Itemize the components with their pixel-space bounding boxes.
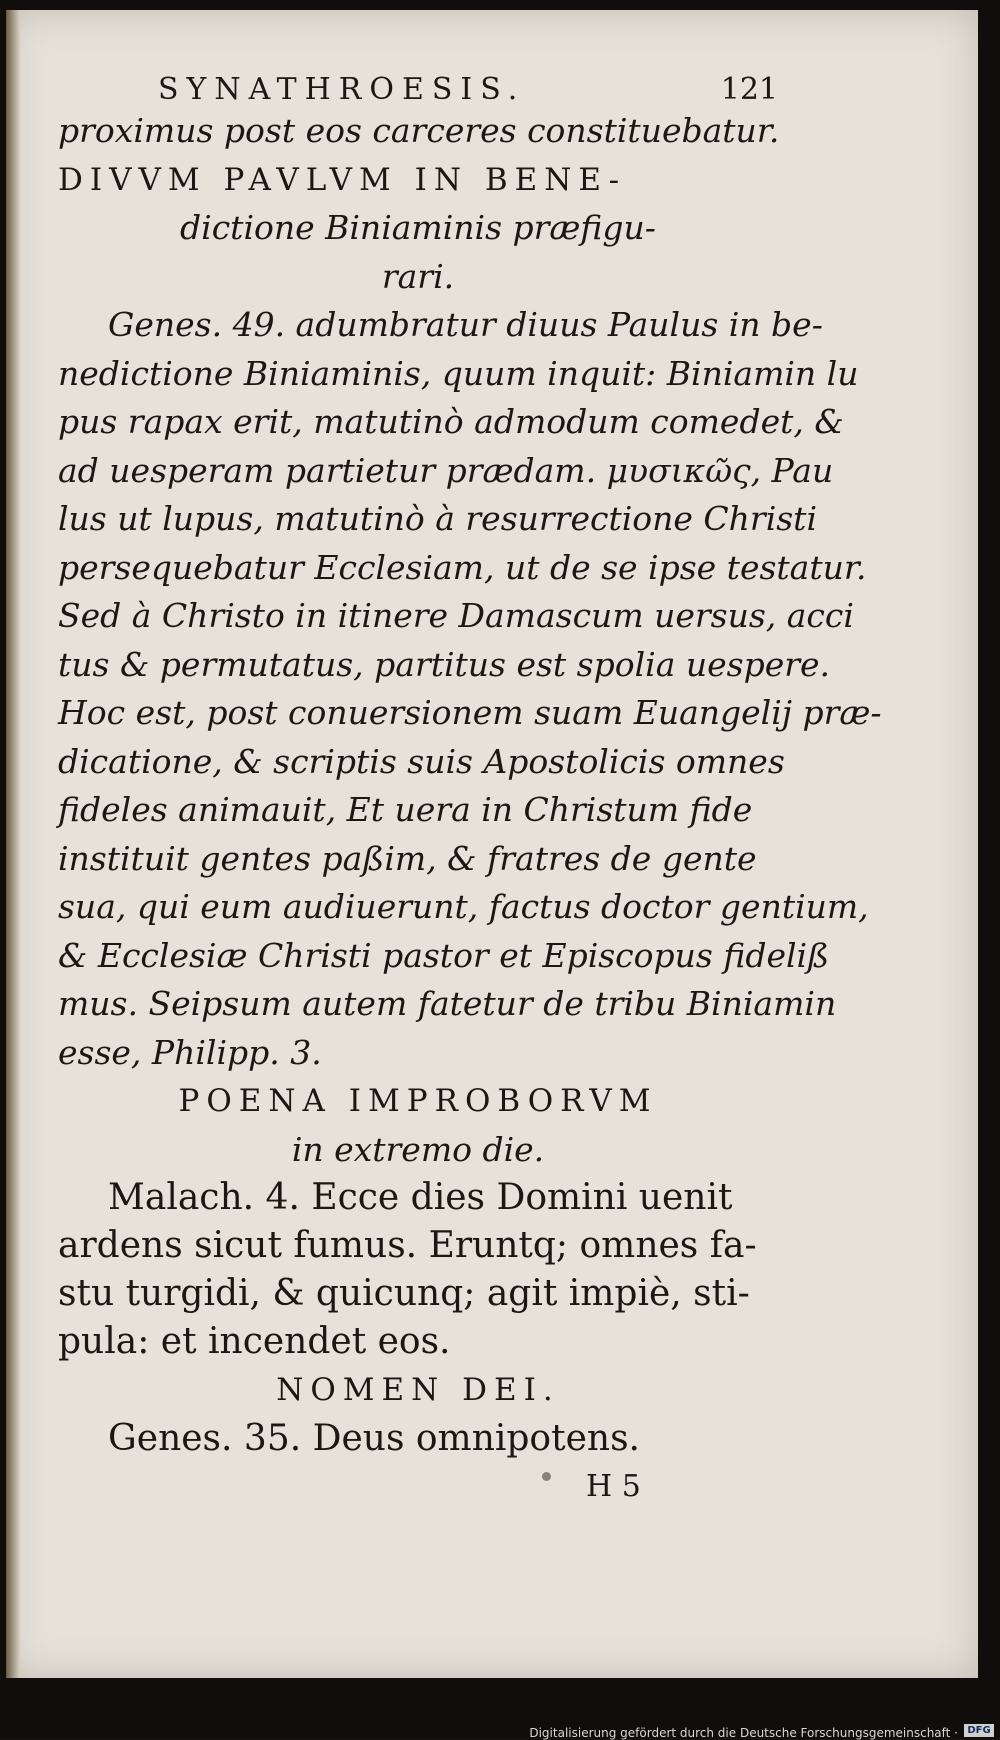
text-line: pus rapax erit, matutinò admodum comedet, & bbox=[58, 402, 844, 441]
paper-blemish bbox=[542, 1472, 551, 1481]
text-line: tus & permutatus, partitus est spolia uespere. bbox=[58, 644, 831, 684]
text-line: stu turgidi, & quicunq; agit impiè, sti- bbox=[58, 1273, 750, 1314]
text-line: ad uesperam partietur prædam. μυσικῶς, Pau bbox=[58, 450, 834, 490]
page-number: 121 bbox=[720, 72, 778, 107]
text-line: esse, Philipp. 3. bbox=[58, 1032, 322, 1072]
page-text bbox=[58, 72, 882, 1504]
running-head bbox=[58, 72, 778, 107]
digitization-credit: Digitalisierung gefördert durch die Deutsche Forschungsgemeinschaft · bbox=[529, 1726, 958, 1740]
text-line: proximus post eos carceres constituebatur. bbox=[58, 111, 780, 150]
text-line: sua, qui eum audiuerunt, factus doctor gentium, bbox=[58, 887, 869, 926]
text-line: lus ut lupus, matutinò à resurrectione Christi bbox=[58, 499, 817, 538]
section-heading-line: dictione Biniaminis præfigu- bbox=[180, 208, 656, 247]
text-line: persequebatur Ecclesiam, ut de se ipse testatur. bbox=[58, 547, 867, 587]
text-line: & Ecclesiæ Christi pastor et Episcopus fideliß bbox=[58, 935, 830, 975]
dfg-logo: DFG bbox=[964, 1724, 994, 1737]
section-heading-line: in extremo die. bbox=[291, 1129, 545, 1169]
section-heading: NOMEN DEI. bbox=[276, 1372, 560, 1408]
text-line: Genes. 35. Deus omnipotens. bbox=[108, 1417, 640, 1459]
section-heading-line: rari. bbox=[381, 256, 455, 296]
signature-mark: H 5 bbox=[586, 1468, 641, 1504]
text-line: mus. Seipsum autem fatetur de tribu Biniamin bbox=[58, 984, 837, 1023]
section-heading: DIVVM PAVLVM IN BENE- bbox=[58, 161, 627, 198]
text-line: dicatione, & scriptis suis Apostolicis omnes bbox=[58, 741, 785, 781]
text-line: fideles animauit, Et uera in Christum fide bbox=[58, 790, 753, 829]
text-line: nedictione Biniaminis, quum inquit: Biniamin lu bbox=[58, 353, 859, 393]
section-heading: POENA IMPROBORVM bbox=[178, 1083, 658, 1119]
text-line: instituit gentes paßim, & fratres de gente bbox=[58, 838, 757, 878]
page-gutter-shadow bbox=[6, 10, 20, 1678]
text-line: ardens sicut fumus. Eruntq; omnes fa- bbox=[58, 1225, 757, 1266]
running-title: SYNATHROESIS. bbox=[158, 72, 526, 107]
text-line: Genes. 49. adumbratur diuus Paulus in be- bbox=[108, 305, 823, 344]
text-line: pula: et incendet eos. bbox=[58, 1321, 451, 1362]
text-line: Hoc est, post conuersionem suam Euangelij præ- bbox=[58, 693, 882, 732]
text-line: Malach. 4. Ecce dies Domini uenit bbox=[108, 1177, 733, 1218]
text-line: Sed à Christo in itinere Damascum uersus, acci bbox=[58, 596, 854, 635]
book-page bbox=[6, 10, 978, 1678]
